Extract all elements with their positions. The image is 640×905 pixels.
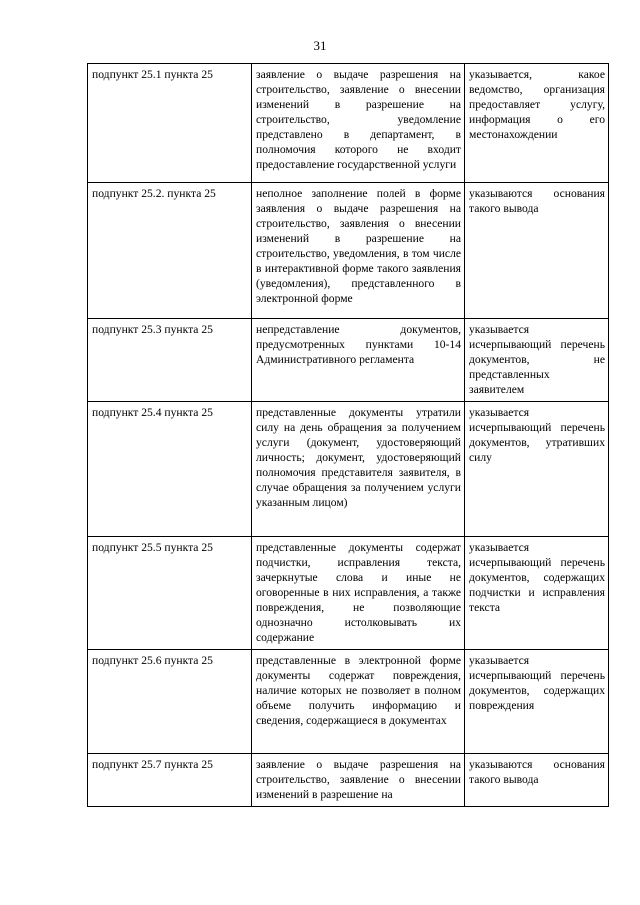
table-row: [88, 537, 609, 650]
table-row: [88, 402, 609, 537]
explanation-note: указывается, какое ведомство, организация предоставляет услугу, информация о его местонахождении: [465, 64, 609, 183]
clause-reference: подпункт 25.3 пункта 25: [88, 319, 252, 402]
explanation-note: указывается исчерпывающий перечень документов, утративших силу: [465, 402, 609, 537]
refusal-reason: представленные документы содержат подчистки, исправления текста, зачеркнутые слова и иные не оговоренные в них исправления, а также повреждения, не позволяющие однозначно истолковывать их содержание: [252, 537, 465, 650]
clause-reference: подпункт 25.1 пункта 25: [88, 64, 252, 183]
explanation-note: указываются основания такого вывода: [465, 754, 609, 807]
table-row: [88, 650, 609, 754]
refusal-reason: заявление о выдаче разрешения на строительство, заявление о внесении изменений в разрешение на: [252, 754, 465, 807]
table-row: [88, 319, 609, 402]
refusal-grounds-table: [87, 63, 609, 807]
clause-reference: подпункт 25.7 пункта 25: [88, 754, 252, 807]
explanation-note: указывается исчерпывающий перечень документов, не представленных заявителем: [465, 319, 609, 402]
refusal-reason: заявление о выдаче разрешения на строительство, заявление о внесении изменений в разрешение на строительство, уведомление представлено в департамент, в полномочия которого не входит предоставление государственной услуги: [252, 64, 465, 183]
table-row: [88, 64, 609, 183]
refusal-reason: представленные документы утратили силу на день обращения за получением услуги (документ, удостоверяющий личность; документ, удостоверяющий полномочия представителя заявителя, в случае обращения за получением услуги указанным лицом): [252, 402, 465, 537]
table-row: [88, 183, 609, 319]
explanation-note: указывается исчерпывающий перечень документов, содержащих повреждения: [465, 650, 609, 754]
explanation-note: указывается исчерпывающий перечень документов, содержащих подчистки и исправления текста: [465, 537, 609, 650]
refusal-reason: неполное заполнение полей в форме заявления о выдаче разрешения на строительство, заявления о внесении изменений в разрешение на строительство, уведомления, в том числе в интерактивной форме такого заявления (уведомления), представленного в электронной форме: [252, 183, 465, 319]
clause-reference: подпункт 25.5 пункта 25: [88, 537, 252, 650]
page-number: 31: [313, 38, 327, 53]
explanation-note: указываются основания такого вывода: [465, 183, 609, 319]
clause-reference: подпункт 25.6 пункта 25: [88, 650, 252, 754]
clause-reference: подпункт 25.2. пункта 25: [88, 183, 252, 319]
refusal-reason: представленные в электронной форме документы содержат повреждения, наличие которых не позволяет в полном объеме получить информацию и сведения, содержащиеся в документах: [252, 650, 465, 754]
refusal-reason: непредставление документов, предусмотренных пунктами 10-14 Административного регламента: [252, 319, 465, 402]
clause-reference: подпункт 25.4 пункта 25: [88, 402, 252, 537]
table-row: [88, 754, 609, 807]
